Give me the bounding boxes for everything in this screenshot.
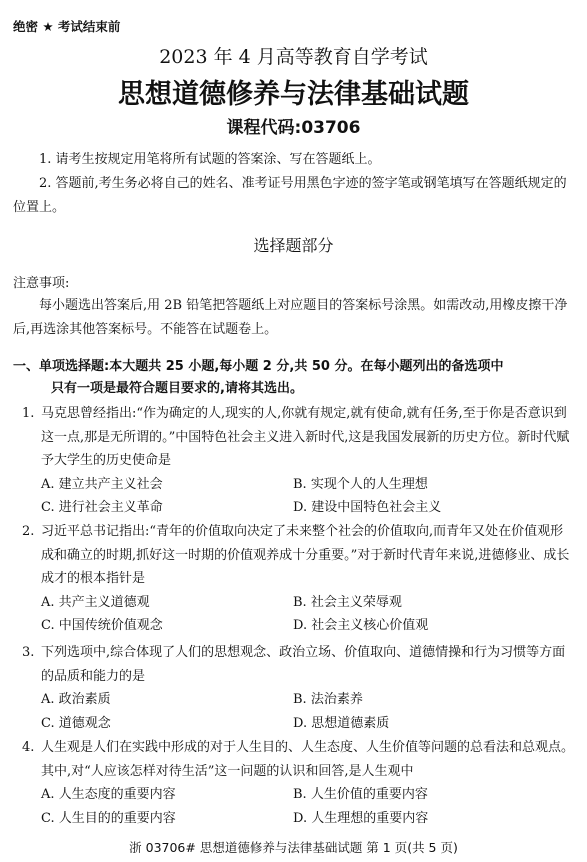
option-b: B. 人生价值的重要内容 bbox=[293, 787, 428, 802]
question-1 bbox=[0, 402, 587, 520]
question-number: 3. bbox=[22, 645, 35, 660]
part-heading-line2: 只有一项是最符合题目要求的,请将其选出。 bbox=[51, 381, 303, 396]
notes-label: 注意事项: bbox=[13, 276, 70, 291]
option-list bbox=[0, 783, 587, 830]
option-a: A. 共产主义道德观 bbox=[41, 594, 150, 610]
option-c: C. 中国传统价值观念 bbox=[41, 618, 163, 633]
question-number: 4. bbox=[22, 740, 35, 755]
page-footer: 浙 03706# 思想道德修养与法律基础试题 第 1 页(共 5 页) bbox=[129, 840, 458, 855]
instruction-2: 2. 答题前,考生务必将自己的姓名、准考证号用黑色字迹的签字笔或钢笔填写在答题纸规定的位置上。 bbox=[13, 176, 567, 215]
option-d: D. 思想道德素质 bbox=[293, 715, 390, 731]
part-heading bbox=[13, 356, 575, 400]
instructions bbox=[13, 148, 575, 220]
option-b: B. 实现个人的人生理想 bbox=[293, 476, 428, 492]
question-stem bbox=[0, 402, 587, 473]
notes-text: 每小题选出答案后,用 2B 铅笔把答题纸上对应题目的答案标号涂黑。如需改动,用橡皮擦干净后,再选涂其他答案标号。不能答在试题卷上。 bbox=[13, 298, 568, 337]
section-title: 选择题部分 bbox=[253, 236, 334, 255]
question-4 bbox=[0, 736, 587, 830]
option-d: D. 社会主义核心价值观 bbox=[293, 618, 429, 633]
option-d: D. 人生理想的重要内容 bbox=[293, 810, 429, 826]
option-a: A. 人生态度的重要内容 bbox=[41, 787, 176, 802]
question-2 bbox=[0, 520, 587, 638]
option-b: B. 社会主义荣辱观 bbox=[293, 594, 402, 610]
option-list bbox=[0, 688, 587, 735]
option-c: C. 道德观念 bbox=[41, 715, 111, 731]
option-a: A. 建立共产主义社会 bbox=[41, 476, 163, 492]
option-list bbox=[0, 473, 587, 520]
question-text: 马克思曾经指出:“作为确定的人,现实的人,你就有规定,就有使命,就有任务,至于你是否意识到这一点,那是无所谓的。”中国特色社会主义进入新时代,这是我国发展新的历史方位。新时代赋予大学生的历史使命是 bbox=[41, 406, 570, 468]
option-c: C. 人生目的的重要内容 bbox=[41, 810, 176, 826]
question-text: 习近平总书记指出:“青年的价值取向决定了未来整个社会的价值取向,而青年又处在价值观形成和确立的时期,抓好这一时期的价值观养成十分重要。”对于新时代青年来说,进德修业、成长成才的根本指针是 bbox=[41, 524, 570, 586]
option-a: A. 政治素质 bbox=[41, 692, 111, 707]
part-heading-line1: 一、单项选择题:本大题共 25 小题,每小题 2 分,共 50 分。在每小题列出的备选项中 bbox=[13, 359, 504, 374]
exam-title: 2023 年 4 月高等教育自学考试 bbox=[159, 46, 428, 68]
question-text: 下列选项中,综合体现了人们的思想观念、政治立场、价值取向、道德情操和行为习惯等方面的品质和能力的是 bbox=[41, 645, 566, 684]
question-stem bbox=[0, 520, 587, 591]
question-text: 人生观是人们在实践中形成的对于人生目的、人生态度、人生价值等问题的总看法和总观点。其中,对“人应该怎样对待生活”这一问题的认识和回答,是人生观中 bbox=[41, 740, 575, 779]
option-d: D. 建设中国特色社会主义 bbox=[293, 500, 442, 515]
option-c: C. 进行社会主义革命 bbox=[41, 500, 163, 515]
instruction-1: 1. 请考生按规定用笔将所有试题的答案涂、写在答题纸上。 bbox=[39, 152, 381, 167]
question-stem bbox=[0, 641, 587, 688]
option-b: B. 法治素养 bbox=[293, 692, 363, 707]
option-list bbox=[0, 591, 587, 638]
question-number: 2. bbox=[22, 524, 35, 539]
confidential-mark: 绝密 ★ 考试结束前 bbox=[13, 19, 121, 34]
question-number: 1. bbox=[22, 406, 35, 421]
notes-text-block bbox=[13, 294, 575, 342]
subject-title: 思想道德修养与法律基础试题 bbox=[118, 79, 469, 110]
question-stem bbox=[0, 736, 587, 783]
course-code: 课程代码:03706 bbox=[226, 118, 361, 138]
question-3 bbox=[0, 641, 587, 735]
